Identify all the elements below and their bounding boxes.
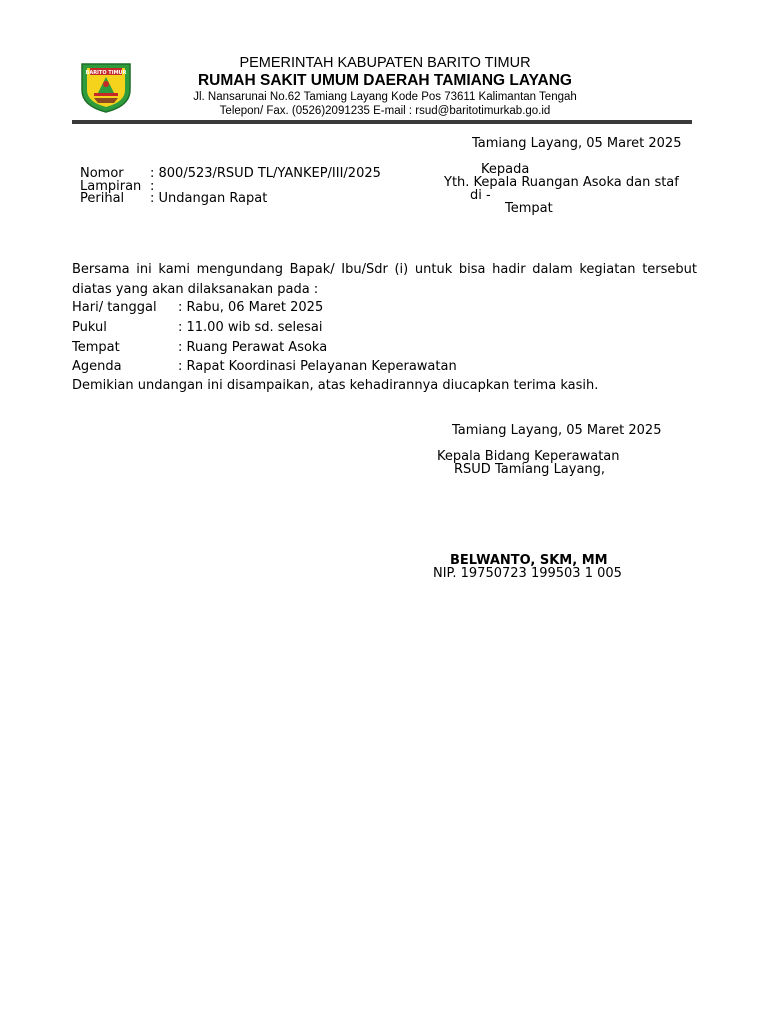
lampiran-value: :: [150, 179, 155, 194]
perihal-value: : Undangan Rapat: [150, 191, 268, 206]
detail-label-time: Pukul: [72, 320, 107, 335]
letterhead-government: PEMERINTAH KABUPATEN BARITO TIMUR: [239, 55, 531, 71]
letterhead-address: Jl. Nansarunai No.62 Tamiang Layang Kode Pos 73611 Kalimantan Tengah: [193, 91, 577, 103]
lampiran-label: Lampiran: [80, 179, 142, 194]
detail-value-agenda: : Rapat Koordinasi Pelayanan Keperawatan: [178, 359, 457, 374]
detail-label-agenda: Agenda: [72, 359, 122, 374]
addressee-recipient: Yth. Kepala Ruangan Asoka dan staf: [444, 175, 679, 190]
signature-position: Kepala Bidang Keperawatan: [437, 449, 620, 464]
detail-value-date: : Rabu, 06 Maret 2025: [178, 300, 324, 315]
detail-value-place: : Ruang Perawat Asoka: [178, 340, 328, 355]
signature-institution: RSUD Tamiang Layang,: [454, 462, 606, 477]
letter-date: Tamiang Layang, 05 Maret 2025: [472, 136, 682, 151]
nomor-label: Nomor: [80, 166, 124, 181]
addressee-kepada: Kepada: [481, 162, 530, 177]
crest-banner-text: BARITO TIMUR: [85, 70, 127, 76]
signatory-name: BELWANTO, SKM, MM: [450, 553, 608, 568]
signatory-nip: NIP. 19750723 199503 1 005: [433, 566, 622, 581]
detail-label-place: Tempat: [72, 340, 120, 355]
letterhead-contact: Telepon/ Fax. (0526)2091235 E-mail : rsud@baritotimurkab.go.id: [219, 105, 551, 117]
nomor-value: : 800/523/RSUD TL/YANKEP/III/2025: [150, 166, 381, 181]
addressee-tempat: Tempat: [505, 201, 553, 216]
closing-paragraph: Demikian undangan ini disampaikan, atas kehadirannya diucapkan terima kasih.: [72, 378, 599, 393]
letterhead-divider: [72, 120, 692, 124]
addressee-di: di -: [470, 188, 491, 203]
signature-date: Tamiang Layang, 05 Maret 2025: [452, 423, 662, 438]
regency-crest-icon: [76, 60, 136, 114]
detail-value-time: : 11.00 wib sd. selesai: [178, 320, 323, 335]
detail-label-date: Hari/ tanggal: [72, 300, 157, 315]
perihal-label: Perihal: [80, 191, 125, 206]
letterhead-institution: RUMAH SAKIT UMUM DAERAH TAMIANG LAYANG: [197, 72, 572, 89]
opening-paragraph: Bersama ini kami mengundang Bapak/ Ibu/Sdr (i) untuk bisa hadir dalam kegiatan tersebut diatas yang akan dilaksanakan pada :: [72, 262, 697, 297]
